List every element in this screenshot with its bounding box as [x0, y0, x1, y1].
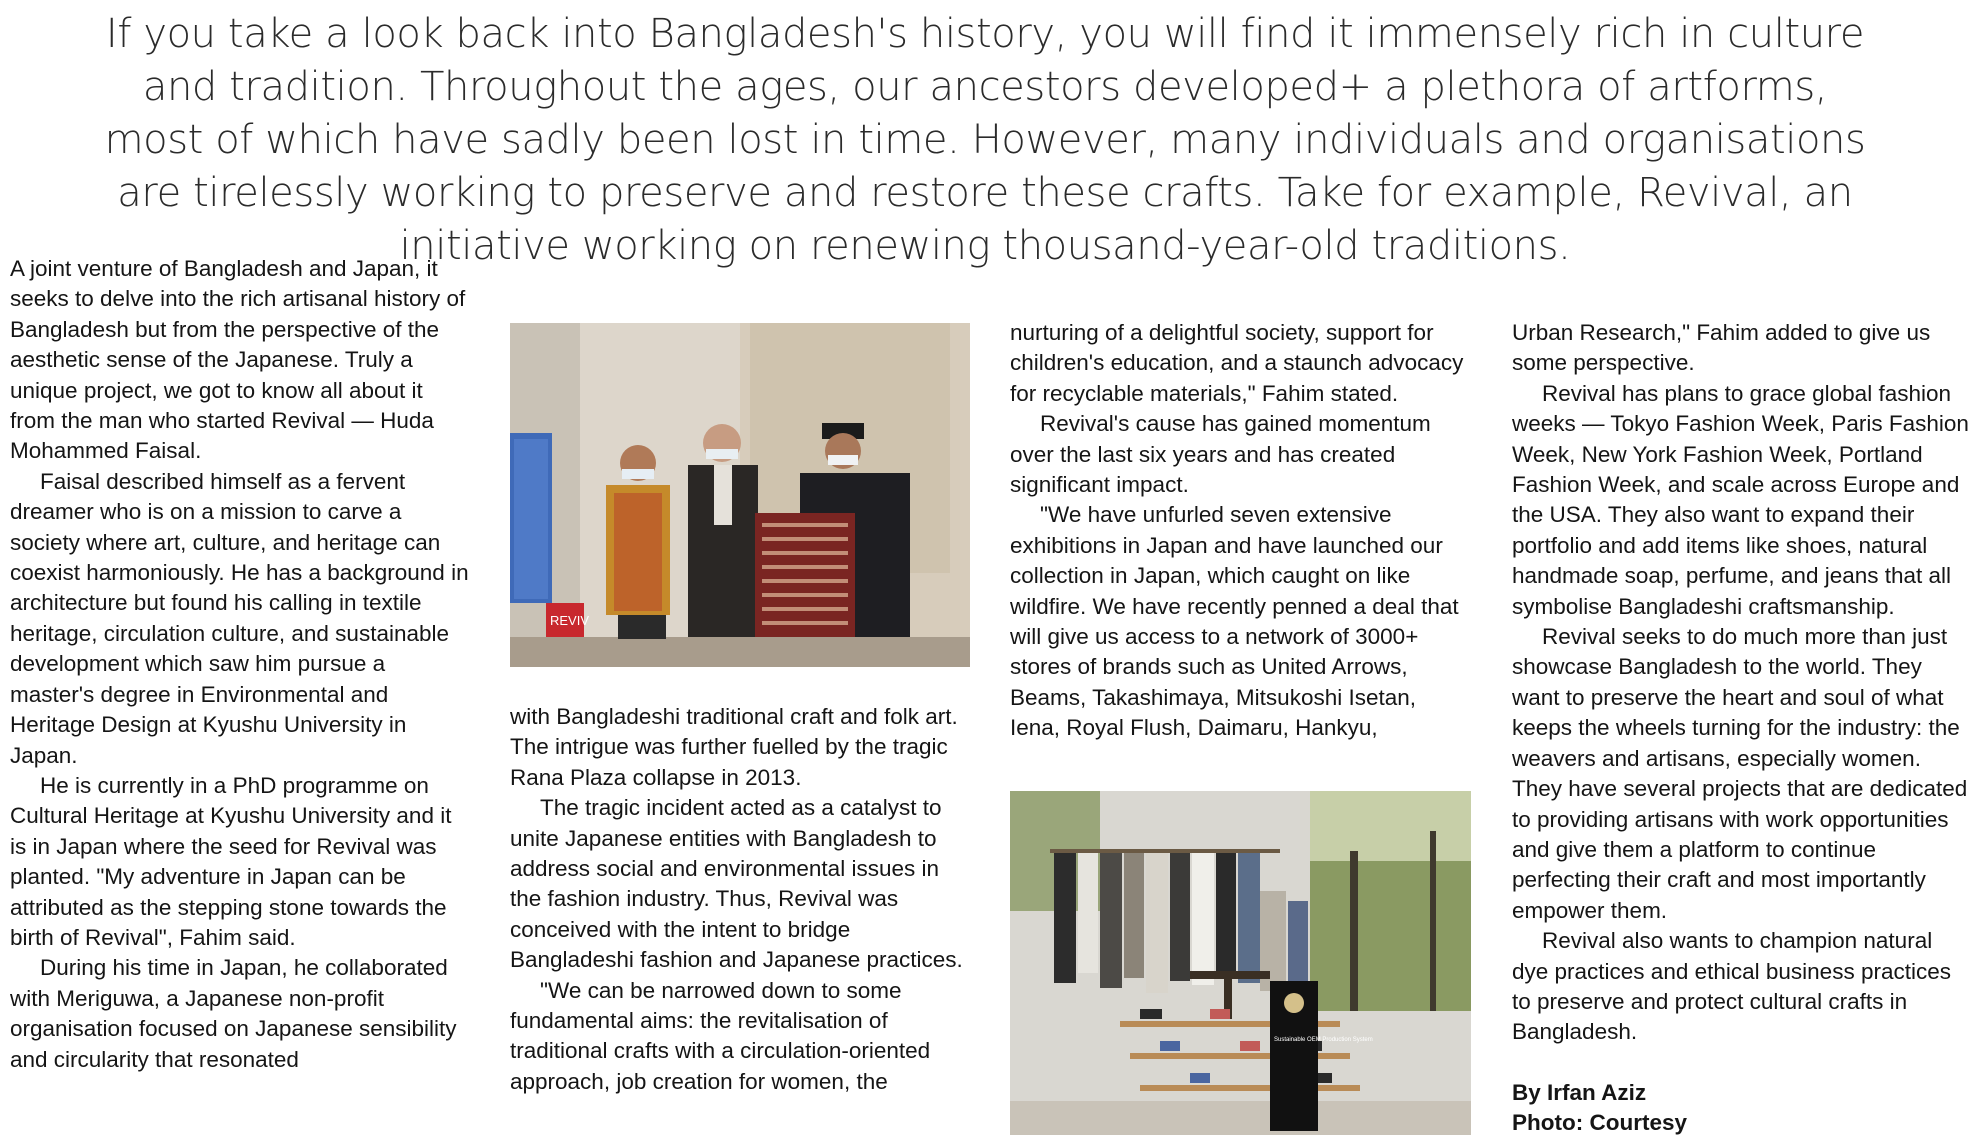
article-column-4 — [1512, 318, 1970, 1139]
article-column-3 — [1010, 318, 1472, 744]
paragraph: Revival seeks to do much more than just showcase Bangladesh to the world. They want to preserve the heart and soul of what keeps the wheels turning for the industry: the weavers and artisans, especially women. They have several projects that are dedicated to providing artisans with work opportunities and give them a platform to continue perfecting their craft and most importantly empower them. — [1512, 624, 1968, 923]
photo-founders-with-jacket — [510, 323, 970, 667]
paragraph: with Bangladeshi traditional craft and folk art. The intrigue was further fuelled by the tragic Rana Plaza collapse in 2013. — [510, 704, 958, 790]
intro-deck: If you take a look back into Bangladesh's history, you will find it immensely rich in culture and tradition. Throughout the ages, our ancestors developed+ a plethora of artforms, most of which have sadly been lost in time. However, many individuals and organisations are tirelessly working to preserve and restore these crafts. Take for example, Revival, an initiative working on renewing thousand-year-old traditions. — [104, 11, 1866, 269]
photo-store-illustration — [1010, 791, 1471, 1135]
paragraph: Revival also wants to champion natural dye practices and ethical business practices to preserve and protect cultural crafts in Bangladesh. — [1512, 928, 1951, 1045]
paragraph: "We have unfurled seven extensive exhibitions in Japan and have launched our collection in Japan, which caught on like wildfire. We have recently penned a deal that will give us access to a network of 3000+ stores of brands such as United Arrows, Beams, Takashimaya, Mitsukoshi Isetan, Iena, Royal Flush, Daimaru, Hankyu, — [1010, 502, 1459, 741]
paragraph: nurturing of a delightful society, support for children's education, and a staunch advocacy for recyclable materials," Fahim stated. — [1010, 320, 1464, 406]
photo-store-display — [1010, 791, 1471, 1135]
paragraph: Urban Research," Fahim added to give us some perspective. — [1512, 320, 1931, 376]
article-column-2 — [510, 702, 972, 1097]
paragraph: He is currently in a PhD programme on Cultural Heritage at Kyushu University and it is in Japan where the seed for Revival was planted. "My adventure in Japan can be attributed as the stepping stone towards the birth of Revival", Fahim said. — [10, 772, 452, 950]
paragraph: Revival has plans to grace global fashion weeks — Tokyo Fashion Week, Paris Fashion Week, New York Fashion Week, Portland Fashion Week, and scale across Europe and the USA. They also want to expand their portfolio and add items like shoes, natural handmade soap, perfume, and jeans that all symbolise Bangladeshi craftsmanship. — [1512, 380, 1969, 619]
paragraph: A joint venture of Bangladesh and Japan, it seeks to delve into the rich artisanal history of Bangladesh but from the perspective of the aesthetic sense of the Japanese. Truly a unique project, we got to know all about it from the man who started Revival — Huda Mohammed Faisal. — [10, 256, 466, 464]
paragraph: The tragic incident acted as a catalyst to unite Japanese entities with Bangladesh to address social and environmental issues in the fashion industry. Thus, Revival was conceived with the intent to bridge Bangladeshi fashion and Japanese practices. — [510, 795, 963, 973]
paragraph: Faisal described himself as a fervent dreamer who is on a mission to carve a society where art, culture, and heritage can coexist harmoniously. He has a background in architecture but found his calling in textile heritage, circulation culture, and sustainable development which saw him pursue a master's degree in Environmental and Heritage Design at Kyushu University in Japan. — [10, 468, 469, 768]
paragraph: Revival's cause has gained momentum over the last six years and has created significant impact. — [1010, 411, 1431, 498]
photo-founders-illustration — [510, 323, 970, 667]
paragraph: During his time in Japan, he collaborated with Meriguwa, a Japanese non-profit organisation focused on Japanese sensibility and circularity that resonated — [10, 955, 457, 1072]
byline: By Irfan Aziz — [1512, 1079, 1647, 1105]
sign-text: Sustainable OEM Production System — [1274, 1037, 1373, 1043]
article-column-1 — [10, 254, 472, 1075]
photo-credit: Photo: Courtesy — [1512, 1110, 1688, 1136]
revival-sign-text: REVIV — [550, 613, 590, 628]
paragraph: "We can be narrowed down to some fundamental aims: the revitalisation of traditional crafts with a circulation-oriented approach, job creation for women, the — [510, 977, 931, 1094]
